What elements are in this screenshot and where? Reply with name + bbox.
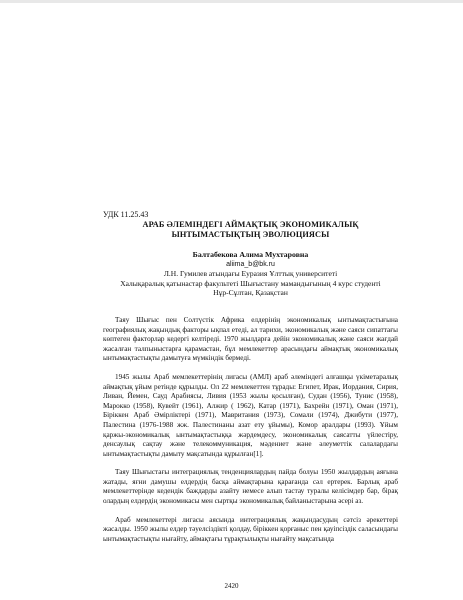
paragraph-2: 1945 жылы Араб мемлекеттерінің лигасы (АМЛ) араб әлеміндегі алғашқы үкіметаралық аймақтық ұйым ретінде құрылды. Ол 22 мемлекеттен тұрады: Египет, Ирак, Иордания, Сирия, Ливан, Йемен, Сауд Арабиясы, Ливия (1953 жылы қосылған), Судан (1956), Тунис (1958), Марокко (1958), Кувейт (1961), Алжир ( 1962), Катар (1971), Бахрейн (1971), Оман (1971), Біріккен Араб Әмірліктері (1971), Мавритания (1973), Сомали (1974), Джибути (1977), Палестина (1976-1988 жж. Палестинаны азат ету ұйымы), Комор аралдары (1993). Ұйым қаржы-экономикалық ынтымақтастыққа жәрдемдесу, экономикалық саясатты үйлестіру, денсаулық сақтау және телекоммуникация, мәдениет және әлеуметтік салалардағы ынтымақтастықты дамыту мақсатында құрылған[1]. [103,372,398,458]
author-block [103,250,398,298]
udk-code: УДК 11.25.43 [103,210,149,219]
author-department: Халықаралық қатынастар факультеті Шығыстану мамандығының 4 курс студенті [120,278,381,288]
spacer [103,459,398,468]
article-title [103,220,398,240]
title-line-2: ЫНТЫМАСТЫҚТЫҢ ЭВОЛЮЦИЯСЫ [171,230,330,239]
paragraph-1: Таяу Шығыс пен Солтүстік Африка елдерінің экономикалық ынтымақтастығына географиялық жақындық факторы ықпал етеді, ал тарихи, экономикалық және саяси сипаттағы көптеген факторлар кедергі келтіреді. 1970 жылдарға дейін экономикалық және саяси жағдай жасалған талпыныстарға қарамастан, бұл мемлекеттер арасындағы аймақтық экономикалық ынтымақтастықты дамытуға мүмкіндік бермеді. [103,315,398,363]
author-email[interactable]: aliima_b@bk.ru [226,260,275,268]
spacer [103,307,398,316]
author-city: Нұр-Сұлтан, Қазақстан [213,288,288,298]
paragraph-3: Таяу Шығыстағы интеграциялық тенденциялардың пайда болуы 1950 жылдардың аяғына жатады, яғни дамушы елдердің басқа аймақтарына қарағанда сәл ертерек. Барлық араб мемлекеттерінде кедендік баждарды азайту немесе алып тастау туралы келісімдер бар, бірақ олардың елдердің экономикасы мен сыртқы экономикалық байланыстарына әсері аз. [103,468,398,506]
article-content [103,210,398,544]
spacer [103,298,398,307]
author-affiliation: Л.Н. Гумилев атындағы Еуразия Ұлттық университеті [163,269,338,279]
top-edge-rule [0,0,463,3]
spacer [103,364,398,373]
paragraph-4: Араб мемлекеттері лигасы аясында интеграциялық жақындасудың сәтсіз әрекеттері жасалды. 1950 жылы елдер тәуелсіздікті қолдау, біріккен қорғаныс пен қауіпсіздік саласындағы ынтымақтастықты нығайту, аймақтағы тұрақтылықты нығайту мақсатында [103,515,398,543]
spacer [103,507,398,516]
title-line-1: АРАБ ӘЛЕМІНДЕГІ АЙМАҚТЫҚ ЭКОНОМИКАЛЫҚ [142,220,359,229]
author-name: Балтабекова Алима Мухтаровна [192,250,309,259]
page-number: 2420 [224,582,239,590]
